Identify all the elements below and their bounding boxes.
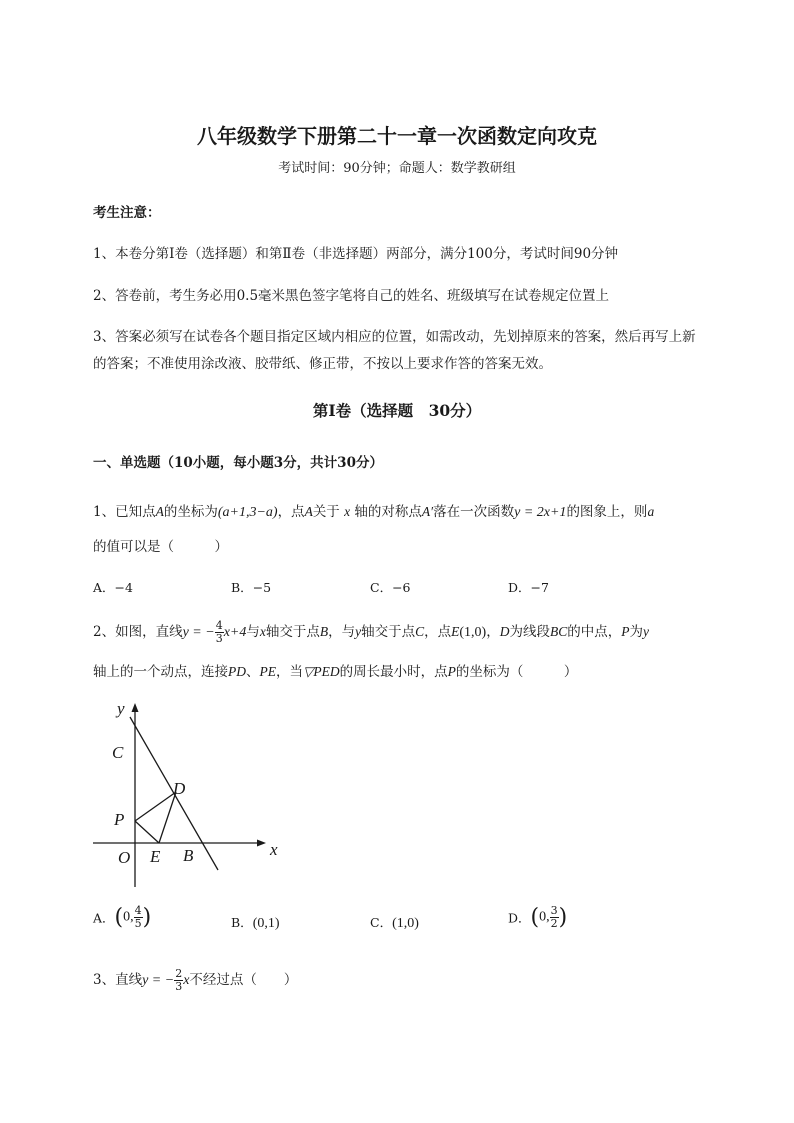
notice-item-2: 2、答卷前，考生务必用0.5毫米黑色签字笔将自己的姓名、班级填写在试卷规定位置上 (93, 288, 610, 304)
y-axis-arrow (132, 703, 139, 712)
question-2-cont: 轴上的一个动点，连接PD、PE，当▽PED的周长最小时，点P的坐标为（ ） (93, 664, 578, 680)
q2-option-d[interactable]: D．(0, $\frac{3}{2}$ ) (508, 904, 568, 930)
notice-heading: 考生注意： (93, 205, 161, 221)
question-2: 2、如图，直线y = − $\frac{4}{3}$ x+4与x轴交于点B，与y轴交于点C，点E(1,0)，D为线段BC的中点，P为y (93, 619, 649, 645)
q2-option-c[interactable]: C．(1,0) (370, 915, 419, 931)
exam-info: 考试时间：90分钟；命题人：数学教研组 (278, 161, 516, 176)
segment-pe (135, 821, 159, 843)
part-heading: 一、单选题（10小题，每小题3分，共计30分） (93, 455, 383, 471)
label-e: E (150, 847, 161, 866)
label-p: P (114, 810, 125, 829)
q1-option-d[interactable]: D．−7 (508, 580, 549, 595)
q2-figure (90, 695, 300, 890)
notice-item-3: 3、答案必须写在试卷各个题目指定区域内相应的位置，如需改动，先划掉原来的答案，然后再写上新 (93, 329, 696, 345)
x-axis-arrow (257, 840, 266, 847)
label-o: O (118, 848, 131, 867)
question-3: 3、直线y = − $\frac{2}{3}$ x不经过点（ ） (93, 967, 298, 993)
segment-de (159, 792, 176, 843)
label-b: B (183, 846, 194, 865)
q1-option-b[interactable]: B．−5 (231, 580, 272, 595)
section-title: 第I卷（选择题 30分） (312, 401, 482, 420)
question-1: 1、已知点A的坐标为(a+1,3−a)，点A关于 x 轴的对称点A′落在一次函数y = 2x+1的图象上，则a (93, 504, 655, 520)
label-c: C (112, 743, 124, 762)
label-d: D (173, 779, 186, 798)
page-title: 八年级数学下册第二十一章一次函数定向攻克 (197, 124, 597, 148)
q2-option-a[interactable]: A．(0, $\frac{4}{5}$ ) (93, 904, 152, 930)
q2-option-b[interactable]: B．(0,1) (231, 915, 280, 931)
notice-item-3-cont: 的答案；不准使用涂改液、胶带纸、修正带，不按以上要求作答的答案无效。 (93, 356, 552, 372)
notice-item-1: 1、本卷分第I卷（选择题）和第Ⅱ卷（非选择题）两部分，满分100分，考试时间90分钟 (93, 246, 619, 262)
q1-option-c[interactable]: C．−6 (370, 580, 411, 595)
question-1-cont: 的值可以是（ ） (93, 539, 228, 555)
q1-option-a[interactable]: A．−4 (93, 580, 133, 595)
label-y: y (117, 699, 125, 718)
label-x: x (270, 840, 278, 859)
segment-pd (135, 792, 176, 821)
